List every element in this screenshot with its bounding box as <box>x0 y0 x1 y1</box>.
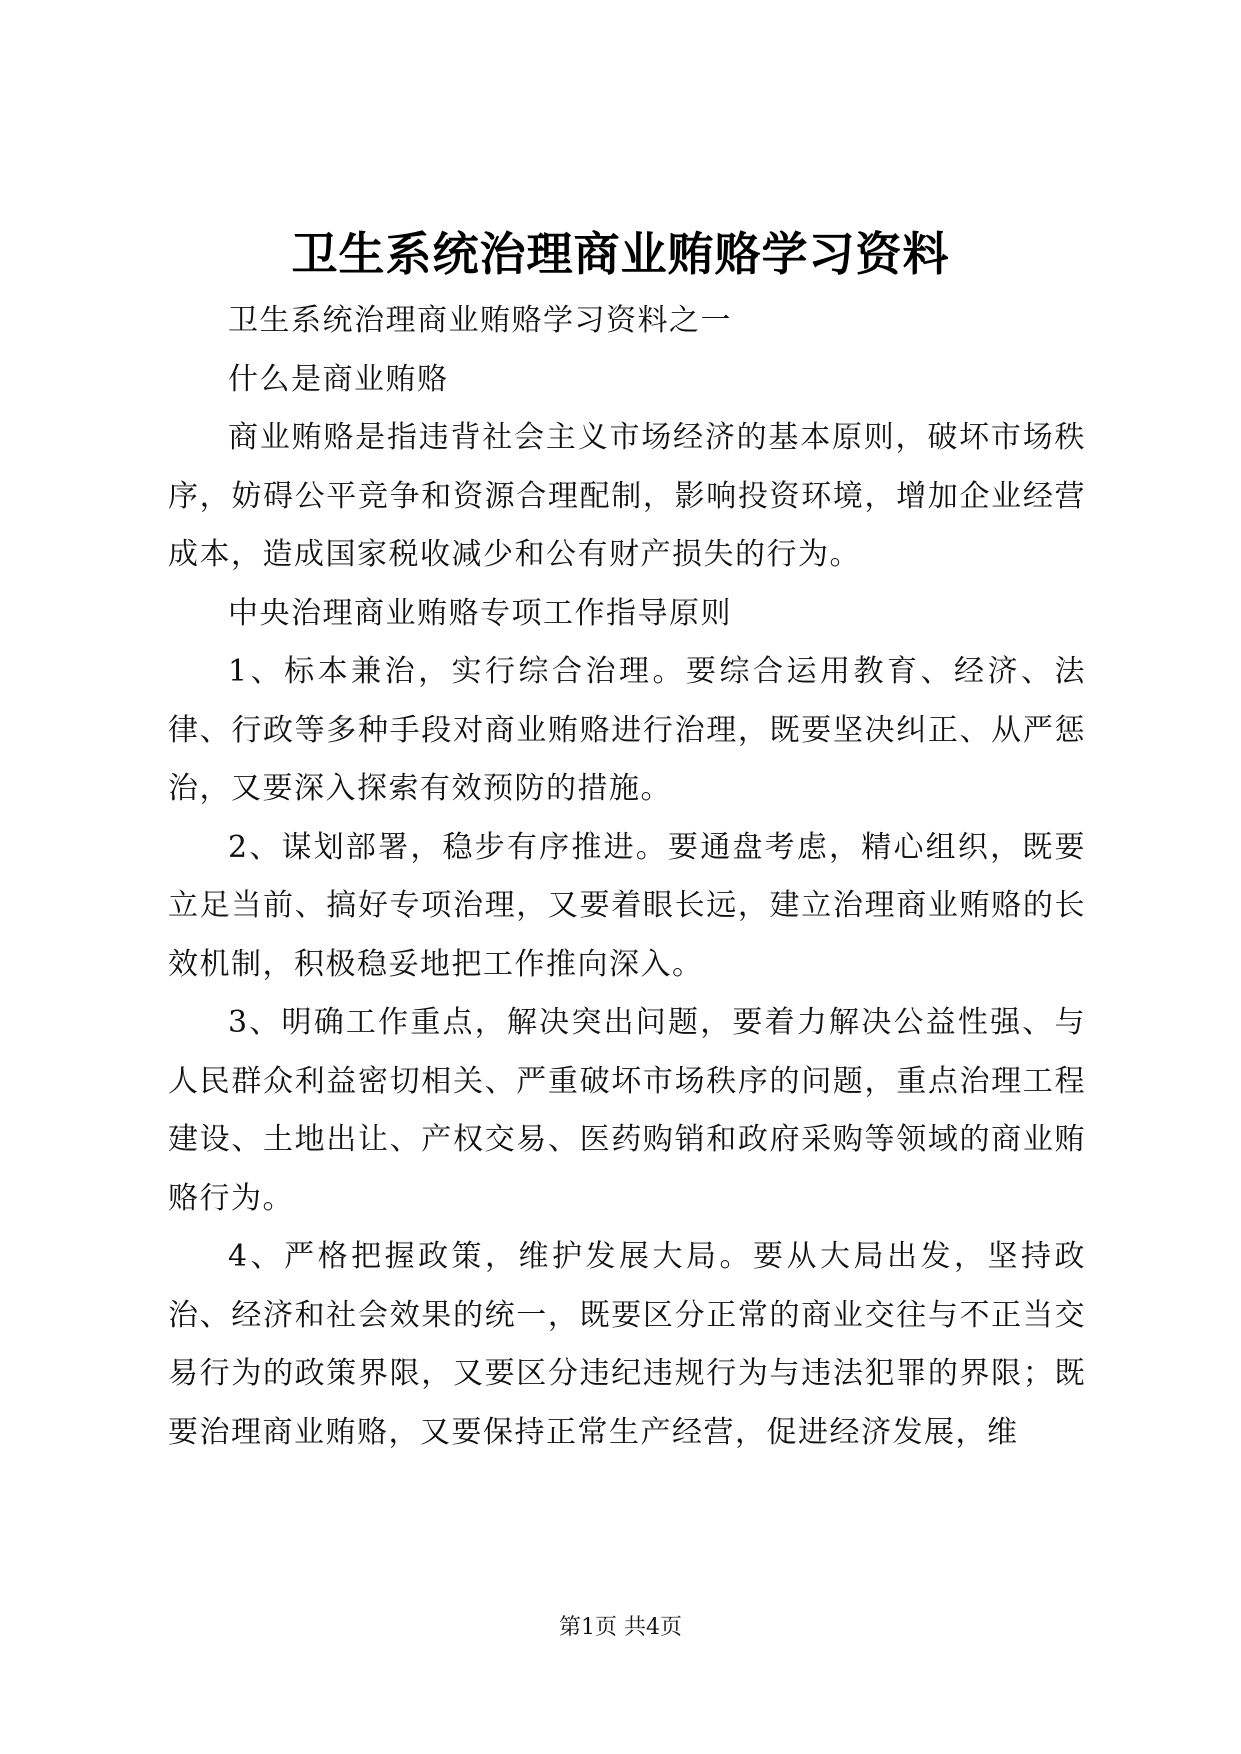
paragraph-subtitle: 卫生系统治理商业贿赂学习资料之一 <box>228 303 732 338</box>
paragraph-principle-3: 3、明确工作重点，解决突出问题，要着力解决公益性强、与人民群众利益密切相关、严重破坏市场秩序的问题，重点治理工程建设、土地出让、产权交易、医药购销和政府采购等领域的商业贿赂行为。 <box>168 1005 1086 1216</box>
paragraph-principle-2: 2、谋划部署，稳步有序推进。要通盘考虑，精心组织，既要立足当前、搞好专项治理，又要着眼长远，建立治理商业贿赂的长效机制，积极稳妥地把工作推向深入。 <box>168 829 1086 982</box>
paragraph-principle-1: 1、标本兼治，实行综合治理。要综合运用教育、经济、法律、行政等多种手段对商业贿赂进行治理，既要坚决纠正、从严惩治，又要深入探索有效预防的措施。 <box>168 654 1086 806</box>
document-title: 卫生系统治理商业贿赂学习资料 <box>291 227 950 281</box>
paragraph-heading-principles: 中央治理商业贿赂专项工作指导原则 <box>228 595 732 631</box>
document-body <box>168 292 1086 1462</box>
paragraph-definition: 商业贿赂是指违背社会主义市场经济的基本原则，破坏市场秩序，妨碍公平竞争和资源合理配制，影响投资环境，增加企业经营成本，造成国家税收减少和公有财产损失的行为。 <box>168 420 1086 572</box>
paragraph-principle-4: 4、严格把握政策，维护发展大局。要从大局出发，坚持政治、经济和社会效果的统一，既要区分正常的商业交往与不正当交易行为的政策界限，又要区分违纪违规行为与违法犯罪的界限；既要治理商业贿赂，又要保持正常生产经营，促进经济发展，维 <box>168 1239 1086 1450</box>
paragraph-heading-what-is: 什么是商业贿赂 <box>228 361 449 397</box>
page-footer: 第1页 共4页 <box>559 1615 682 1640</box>
